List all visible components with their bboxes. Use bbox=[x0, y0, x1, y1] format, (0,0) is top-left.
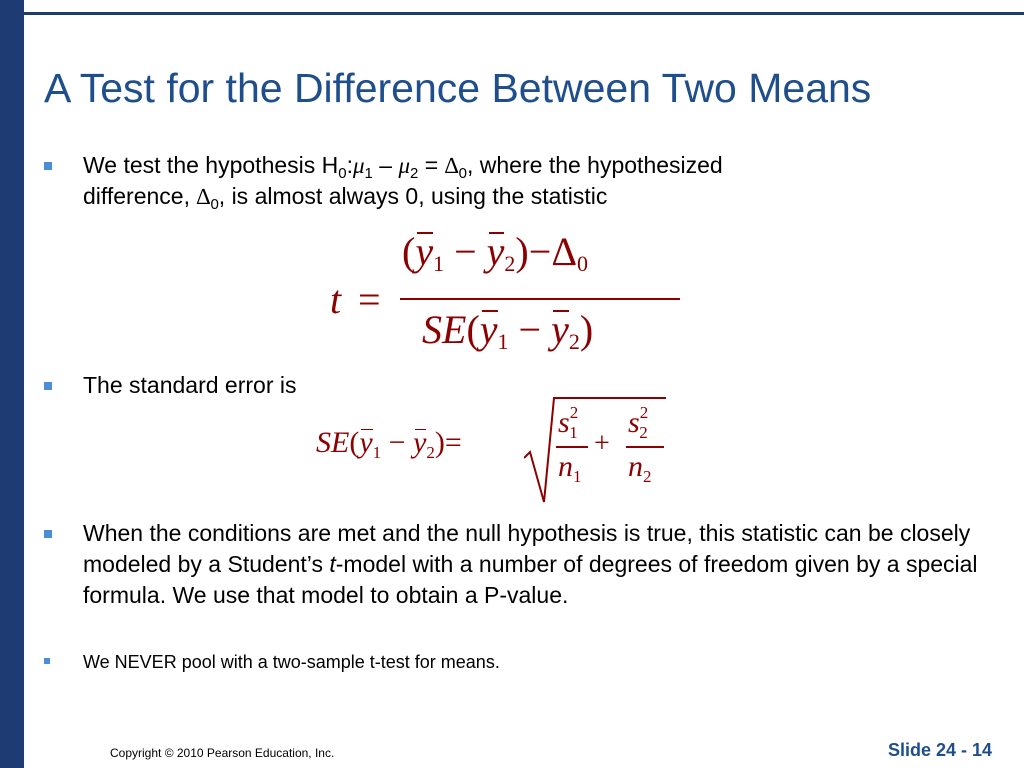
t-statistic-formula: t = (y1 − y2)−Δ0 SE(y1 − y2) bbox=[330, 232, 690, 372]
bullet-text: We test the hypothesis $H_0:\mu_1 - \mu_2 = \Delta_0$, where the hypothesized difference, $\Delta_0$, is almost always 0, using the statistic bbox=[83, 152, 723, 213]
bullet-icon bbox=[44, 382, 52, 390]
formula2-frac1-num: $s^2_1$ bbox=[558, 403, 579, 442]
fraction-bar bbox=[400, 298, 680, 300]
copyright-notice: Copyright © 2010 Pearson Education, Inc. bbox=[110, 746, 335, 760]
bullet-standard-error: The standard error is bbox=[44, 370, 984, 401]
formula2-frac2-num: $s^2_2$ bbox=[628, 403, 649, 442]
standard-error-formula: $SE(y_1 - y_2)=$ $s^2_1$ $n_1$ + $s^2_2$ $n_2$ bbox=[316, 396, 676, 508]
formula1-denominator: SE(y1 − y2) bbox=[422, 307, 594, 354]
bullet-icon bbox=[44, 530, 52, 538]
formula1-numerator: (y1 − y2)−Δ0 bbox=[402, 229, 589, 276]
formula2-frac1-den: $n_1$ bbox=[558, 450, 582, 486]
formula2-frac2-den: $n_2$ bbox=[628, 450, 652, 486]
bullet-hypothesis bbox=[44, 150, 984, 212]
fraction-bar bbox=[626, 446, 664, 448]
slide-title: A Test for the Difference Between Two Means bbox=[44, 65, 872, 111]
slide-number: Slide 24 - 14 bbox=[887, 740, 992, 760]
formula2-lhs: $SE(y_1 - y_2)=$ bbox=[316, 426, 462, 462]
bullet-icon bbox=[44, 658, 50, 664]
bullet-text: When the conditions are met and the null hypothesis is true, this statistic can be closely modeled by a Student’s t-model with a number of degrees of freedom given by a special formula. We use that model to obtain a P-value. bbox=[83, 520, 978, 608]
left-accent-bar bbox=[0, 0, 24, 768]
bullet-never-pool: We NEVER pool with a two-sample t-test for means. bbox=[44, 650, 984, 674]
bullet-t-model bbox=[44, 518, 984, 611]
fraction-bar bbox=[556, 446, 588, 448]
bullet-icon bbox=[44, 162, 52, 170]
top-rule bbox=[24, 12, 1024, 15]
